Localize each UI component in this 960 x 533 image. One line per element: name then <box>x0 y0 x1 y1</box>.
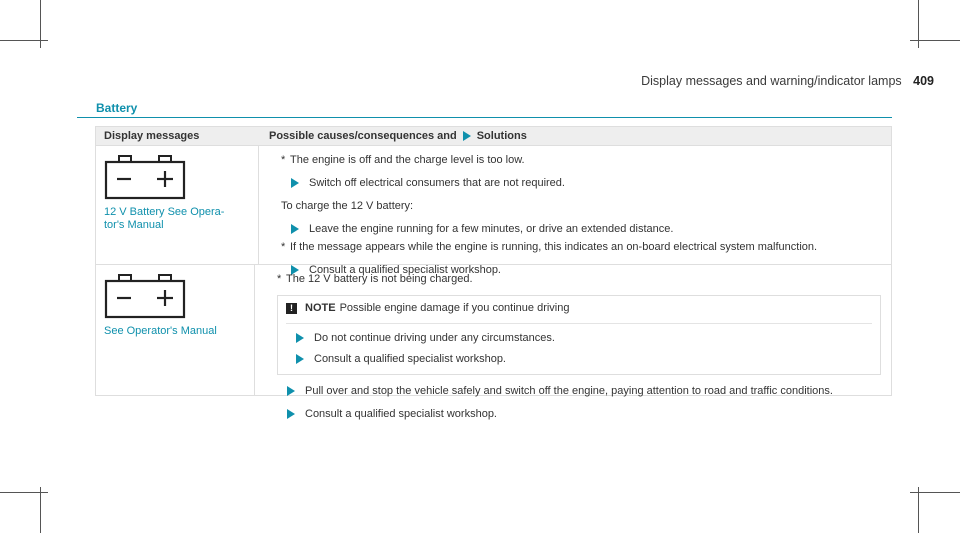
cause-text-body: If the message appears while the engine is running, this indicates an on-board electrical system malfunction. <box>290 241 818 253</box>
battery-icon <box>104 154 186 200</box>
bullet: * <box>281 154 286 166</box>
table-row <box>96 145 891 276</box>
play-arrow-icon <box>287 386 295 396</box>
cause-text <box>281 153 881 167</box>
note-step <box>286 331 872 345</box>
solution-step <box>281 176 881 190</box>
crop-mark <box>0 492 48 493</box>
note-divider <box>286 323 872 324</box>
solution-step-text: Consult a qualified specialist workshop. <box>305 408 497 420</box>
display-message-cell <box>96 265 255 395</box>
table-header <box>96 127 891 145</box>
note-step-text: Consult a qualified specialist workshop. <box>314 353 506 365</box>
running-header <box>641 74 934 88</box>
cause-text-body: The engine is off and the charge level is too low. <box>290 154 525 166</box>
note-step-text: Do not continue driving under any circumstances. <box>314 332 555 344</box>
battery-icon <box>104 273 186 319</box>
cause-text <box>277 272 881 286</box>
solution-step <box>277 407 881 421</box>
bullet: * <box>281 241 286 253</box>
play-arrow-icon <box>463 131 471 141</box>
causes-solutions-cell <box>255 265 891 420</box>
running-header-title: Display messages and warning/indicator lamps <box>641 74 902 88</box>
column-header-suffix: Solutions <box>476 130 527 142</box>
crop-mark <box>918 487 919 533</box>
table-row <box>96 264 891 420</box>
column-header-prefix: Possible causes/consequences and <box>269 130 457 142</box>
cause-text <box>281 240 881 254</box>
column-header-causes-solutions <box>259 130 891 142</box>
section-rule <box>77 117 892 118</box>
solution-step-text: Switch off electrical consumers that are not required. <box>309 177 565 189</box>
note-header <box>286 302 872 314</box>
crop-mark <box>910 40 960 41</box>
note-title: NOTE <box>305 302 336 314</box>
play-arrow-icon <box>291 224 299 234</box>
solution-step <box>277 384 881 398</box>
display-message-text: 12 V Battery See Opera-tor's Manual <box>104 206 225 231</box>
solution-step-text: Leave the engine running for a few minutes, or drive an extended distance. <box>309 223 674 235</box>
note-step <box>286 352 872 366</box>
note-text: Possible engine damage if you continue driving <box>339 302 570 314</box>
play-arrow-icon <box>287 409 295 419</box>
crop-mark <box>0 40 48 41</box>
page-number: 409 <box>913 74 934 88</box>
bullet: * <box>277 273 282 285</box>
play-arrow-icon <box>296 333 304 343</box>
display-message-text: See Operator's Manual <box>104 325 217 337</box>
crop-mark <box>910 492 960 493</box>
messages-table <box>95 126 892 420</box>
column-header-display-messages: Display messages <box>104 130 200 142</box>
cause-text-body: The 12 V battery is not being charged. <box>286 273 473 285</box>
note-box <box>277 295 881 375</box>
display-message-cell <box>96 146 259 264</box>
solution-step-text: Pull over and stop the vehicle safely and switch off the engine, paying attention to road and traffic conditions. <box>305 385 833 397</box>
instruction-text: To charge the 12 V battery: <box>281 200 414 212</box>
warning-icon: ! <box>286 303 297 314</box>
play-arrow-icon <box>296 354 304 364</box>
causes-solutions-cell <box>259 146 891 276</box>
play-arrow-icon <box>291 178 299 188</box>
section-title: Battery <box>96 101 138 115</box>
crop-mark <box>40 487 41 533</box>
solution-step-text: Consult a qualified specialist workshop. <box>309 264 501 276</box>
solution-step <box>281 222 881 236</box>
